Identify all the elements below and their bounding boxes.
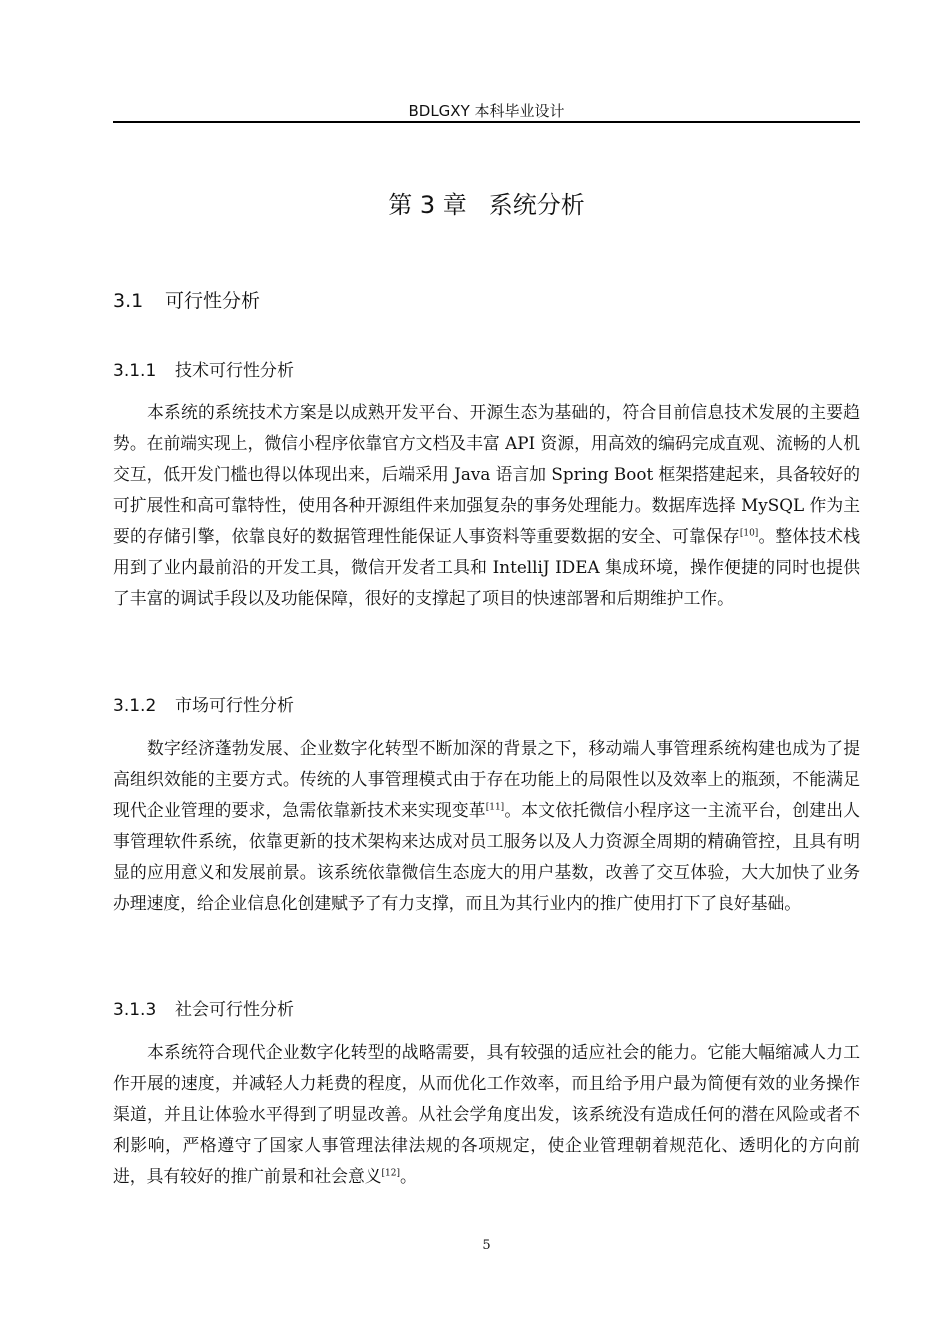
- paragraph-text-end: 。整体技术栈用到了业内最前沿的开发工具，微信开发者工具和 IntelliJ IDEA 集成环境，操作便捷的同时也提供了丰富的调试手段以及功能保障，很好的支撑起了项目的快速部署和后期维护工作。: [113, 526, 860, 608]
- page-number: 5: [482, 1238, 491, 1253]
- section-title: 可行性分析: [165, 290, 261, 312]
- subsection-heading-market: [113, 694, 294, 718]
- subsection-heading-technical: [113, 359, 294, 383]
- subsection-number: 3.1.1: [113, 361, 157, 381]
- citation: [10]: [739, 528, 759, 539]
- subsection-heading-social: [113, 998, 294, 1022]
- subsection-title: 技术可行性分析: [175, 361, 294, 381]
- paragraph-text: 本系统符合现代企业数字化转型的战略需要，具有较强的适应社会的能力。它能大幅缩减人力工作开展的速度，并减轻人力耗费的程度，从而优化工作效率，而且给予用户最为简便有效的业务操作渠道，并且让体验水平得到了明显改善。从社会学角度出发，该系统没有造成任何的潜在风险或者不利影响，严格遵守了国家人事管理法律法规的各项规定，使企业管理朝着规范化、透明化的方向前进，具有较好的推广前景和社会意义: [113, 1042, 860, 1186]
- paragraph-text-end: 。本文依托微信小程序这一主流平台，创建出人事管理软件系统，依靠更新的技术架构来达成对员工服务以及人力资源全周期的精确管控，且具有明显的应用意义和发展前景。该系统依靠微信生态庞大的用户基数，改善了交互体验，大大加快了业务办理速度，给企业信息化创建赋予了有力支撑，而且为其行业内的推广使用打下了良好基础。: [113, 800, 860, 913]
- citation: [11]: [485, 802, 505, 813]
- paragraph-technical: [113, 397, 860, 614]
- header-rule: [113, 121, 860, 123]
- paragraph-text: 本系统的系统技术方案是以成熟开发平台、开源生态为基础的，符合目前信息技术发展的主要趋势。在前端实现上，微信小程序依靠官方文档及丰富 API 资源，用高效的编码完成直观、流畅的人机交互，低开发门槛也得以体现出来，后端采用 Java 语言加 Spring Boot 框架搭建起来，具备较好的可扩展性和高可靠特性，使用各种开源组件来加强复杂的事务处理能力。数据库选择 MySQL 作为主要的存储引擎，依靠良好的数据管理性能保证人事资料等重要数据的安全、可靠保存: [113, 402, 860, 546]
- subsection-title: 社会可行性分析: [175, 1000, 294, 1020]
- subsection-number: 3.1.3: [113, 1000, 157, 1020]
- subsection-number: 3.1.2: [113, 696, 157, 716]
- paragraph-text-end: 。: [400, 1166, 417, 1186]
- section-heading: [113, 288, 260, 314]
- section-number: 3.1: [113, 290, 144, 312]
- page-header: BDLGXY 本科毕业设计: [408, 102, 565, 120]
- paragraph-text: 数字经济蓬勃发展、企业数字化转型不断加深的背景之下，移动端人事管理系统构建也成为了提高组织效能的主要方式。传统的人事管理模式由于存在功能上的局限性以及效率上的瓶颈，不能满足现代企业管理的要求，急需依靠新技术来实现变革: [113, 738, 860, 820]
- chapter-number: 第 3 章: [388, 191, 467, 219]
- chapter-title: [113, 188, 860, 222]
- chapter-name: 系统分析: [488, 191, 585, 219]
- paragraph-market: [113, 733, 860, 919]
- subsection-title: 市场可行性分析: [175, 696, 294, 716]
- paragraph-social: [113, 1037, 860, 1192]
- citation: [12]: [381, 1168, 400, 1179]
